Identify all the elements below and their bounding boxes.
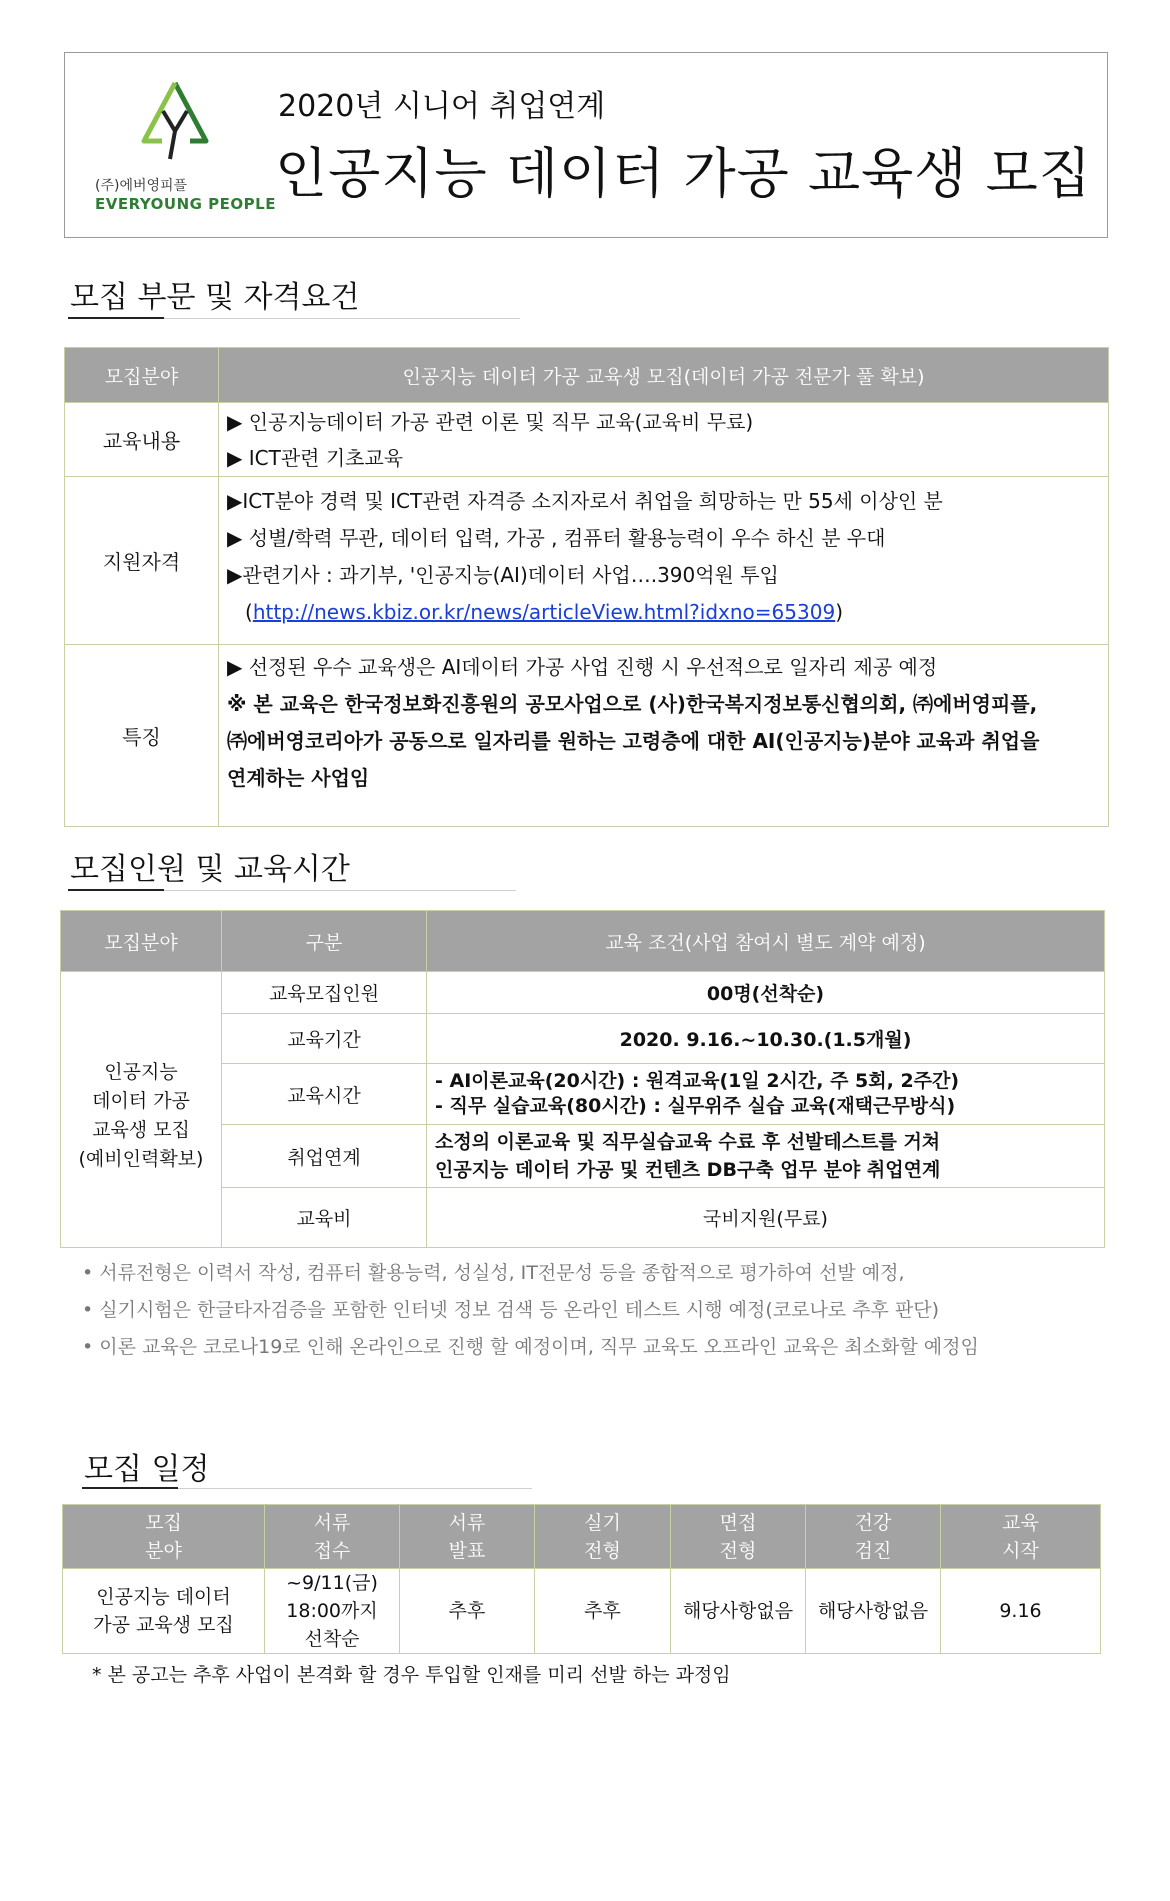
- table-row: [65, 477, 1109, 645]
- schedule-doc-receipt: ~9/11(금) 18:00까지 선착순: [265, 1569, 400, 1654]
- requirements-table: [64, 347, 1109, 827]
- header-box: [64, 52, 1108, 238]
- header-cell: 모집분야: [65, 348, 219, 403]
- header-cell: 면접 전형: [671, 1505, 806, 1569]
- table-header-row: [63, 1505, 1101, 1569]
- logo-mark-icon: [140, 79, 210, 169]
- header-cell: 모집분야: [61, 911, 222, 972]
- section-title-schedule-hours: 모집인원 및 교육시간: [70, 852, 350, 887]
- row-content: ▶ICT분야 경력 및 ICT관련 자격증 소지자로서 취업을 희망하는 만 55세 이상인 분 ▶ 성별/학력 무관, 데이터 입력, 가공 , 컴퓨터 활용능력이 우수 하신 분 우대 ▶관련기사 : 과기부, '인공지능(AI)데이터 사업….390억원 투입 (http://news.kbiz.or.kr/news/articleView.html?idxno=65309): [219, 477, 1109, 645]
- note-item: • 이론 교육은 코로나19로 인해 온라인으로 진행 할 예정이며, 직무 교육도 오프라인 교육은 최소화할 예정임: [82, 1336, 979, 1358]
- table-row: [61, 972, 1105, 1014]
- logo-name-en: EVERYOUNG PEOPLE: [95, 195, 276, 213]
- row-label: 교육비: [222, 1188, 427, 1248]
- schedule-practical: 추후: [535, 1569, 671, 1654]
- note-item: • 서류전형은 이력서 작성, 컴퓨터 활용능력, 성실성, IT전문성 등을 종합적으로 평가하여 선발 예정,: [82, 1262, 905, 1284]
- header-cell: 구분: [222, 911, 427, 972]
- row-value: 00명(선착순): [427, 972, 1105, 1014]
- footnote: * 본 공고는 추후 사업이 본격화 할 경우 투입할 인재를 미리 선발 하는 과정임: [92, 1664, 731, 1686]
- row-content: ▶ 인공지능데이터 가공 관련 이론 및 직무 교육(교육비 무료) ▶ ICT관련 기초교육: [219, 403, 1109, 477]
- header-cell: 실기 전형: [535, 1505, 671, 1569]
- row-label: 지원자격: [65, 477, 219, 645]
- article-link[interactable]: http://news.kbiz.or.kr/news/articleView.html?idxno=65309: [252, 600, 836, 624]
- header-cell: 서류 접수: [265, 1505, 400, 1569]
- field-cell: 인공지능 데이터 가공 교육생 모집 (예비인력확보): [61, 972, 222, 1248]
- schedule-interview: 해당사항없음: [671, 1569, 806, 1654]
- row-value: 소정의 이론교육 및 직무실습교육 수료 후 선발테스트를 거쳐 인공지능 데이터 가공 및 컨텐츠 DB구축 업무 분야 취업연계: [427, 1125, 1105, 1188]
- logo-name-ko: (주)에버영피플: [95, 178, 188, 194]
- header-cell: 건강 검진: [806, 1505, 941, 1569]
- company-logo: [95, 79, 276, 219]
- section-rule: [82, 1488, 532, 1489]
- section-title-timeline: 모집 일정: [84, 1452, 210, 1487]
- table-row: [65, 645, 1109, 827]
- table-header-row: [65, 348, 1109, 403]
- note-item: • 실기시험은 한글타자검증을 포함한 인터넷 정보 검색 등 온라인 테스트 시행 예정(코로나로 추후 판단): [82, 1299, 940, 1321]
- header-cell: 교육 조건(사업 참여시 별도 계약 예정): [427, 911, 1105, 972]
- row-content: ▶ 선정된 우수 교육생은 AI데이터 가공 사업 진행 시 우선적으로 일자리 제공 예정 ※ 본 교육은 한국정보화진흥원의 공모사업으로 (사)한국복지정보통신협의회, ㈜에버영피플, ㈜에버영코리아가 공동으로 일자리를 원하는 고령층에 대한 AI(인공지능)분야 교육과 취업을 연계하는 사업임: [219, 645, 1109, 827]
- header-subtitle: 2020년 시니어 취업연계: [278, 89, 606, 124]
- header-cell: 인공지능 데이터 가공 교육생 모집(데이터 가공 전문가 풀 확보): [219, 348, 1109, 403]
- row-label: 교육모집인원: [222, 972, 427, 1014]
- row-value: - AI이론교육(20시간) : 원격교육(1일 2시간, 주 5회, 2주간) - 직무 실습교육(80시간) : 실무위주 실습 교육(재택근무방식): [427, 1064, 1105, 1125]
- table-header-row: [61, 911, 1105, 972]
- row-label: 특징: [65, 645, 219, 827]
- schedule-health: 해당사항없음: [806, 1569, 941, 1654]
- row-label: 교육시간: [222, 1064, 427, 1125]
- schedule-field: 인공지능 데이터 가공 교육생 모집: [63, 1569, 265, 1654]
- recruitment-table: [60, 910, 1105, 1248]
- section-title-requirements: 모집 부문 및 자격요건: [70, 280, 360, 315]
- row-value: 국비지원(무료): [427, 1188, 1105, 1248]
- header-cell: 모집 분야: [63, 1505, 265, 1569]
- row-value: 2020. 9.16.~10.30.(1.5개월): [427, 1014, 1105, 1064]
- timeline-table: [62, 1504, 1101, 1654]
- header-cell: 서류 발표: [400, 1505, 535, 1569]
- schedule-start: 9.16: [941, 1569, 1101, 1654]
- page-title: 인공지능 데이터 가공 교육생 모집: [275, 142, 1092, 205]
- section-rule: [68, 890, 516, 891]
- section-rule: [68, 318, 520, 319]
- row-label: 교육내용: [65, 403, 219, 477]
- table-row: [63, 1569, 1101, 1654]
- header-cell: 교육 시작: [941, 1505, 1101, 1569]
- row-label: 취업연계: [222, 1125, 427, 1188]
- row-label: 교육기간: [222, 1014, 427, 1064]
- schedule-doc-announce: 추후: [400, 1569, 535, 1654]
- table-row: [65, 403, 1109, 477]
- notes-list: [82, 1255, 979, 1366]
